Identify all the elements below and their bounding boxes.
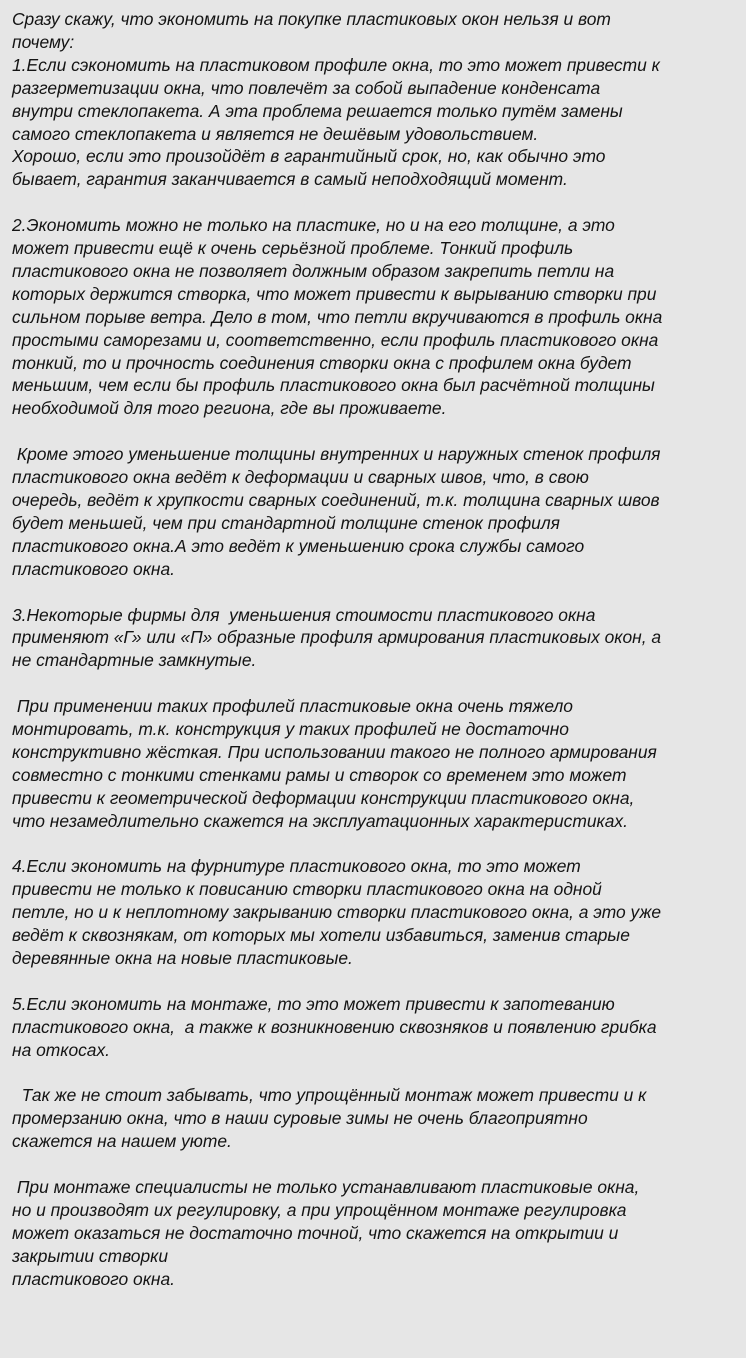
paragraph-line: 2.Экономить можно не только на пластике, но и на его толщине, а это [12, 215, 615, 236]
paragraph-line: необходимой для того региона, где вы проживаете. [12, 398, 447, 419]
paragraph-line: монтировать, т.к. конструкция у таких профилей не достаточно [12, 719, 569, 740]
paragraph-line: пластикового окна. [12, 1268, 175, 1289]
paragraph-line: может оказаться не достаточно точной, что скажется на открытии и [12, 1222, 619, 1243]
paragraph-line: привести к геометрической деформации конструкции пластикового окна, [12, 787, 635, 808]
paragraph-line: меньшим, чем если бы профиль пластикового окна был расчётной толщины [12, 375, 655, 396]
paragraph-line: 4.Если экономить на фурнитуре пластикового окна, то это может [12, 856, 581, 877]
paragraph-line: совместно с тонкими стенками рамы и створок со временем это может [12, 764, 627, 785]
article-body [12, 8, 738, 1291]
paragraph-line: 3.Некоторые фирмы для уменьшения стоимости пластикового окна [12, 604, 596, 625]
paragraph-line: самого стеклопакета и является не дешёвым удовольствием. [12, 123, 539, 144]
paragraph-line: Сразу скажу, что экономить на покупке пластиковых окон нельзя и вот [12, 9, 611, 29]
paragraph-line: конструктивно жёсткая. При использовании такого не полного армирования [12, 741, 657, 762]
article-paragraph [12, 855, 738, 970]
article-paragraph [12, 1176, 738, 1291]
paragraph-line: Кроме этого уменьшение толщины внутренних и наружных стенок профиля [12, 444, 661, 465]
paragraph-line: ведёт к сквознякам, от которых мы хотели избавиться, заменив старые [12, 925, 630, 946]
paragraph-line: пластикового окна.А это ведёт к уменьшению срока службы самого [12, 535, 585, 556]
paragraph-line: которых держится створка, что может привести к вырыванию створки при [12, 283, 657, 304]
article-paragraph [12, 993, 738, 1062]
paragraph-line: на откосах. [12, 1039, 111, 1060]
article-paragraph [12, 1084, 738, 1153]
paragraph-line: бывает, гарантия заканчивается в самый неподходящий момент. [12, 169, 568, 190]
paragraph-line: При применении таких профилей пластиковые окна очень тяжело [12, 696, 573, 717]
paragraph-line: пластикового окна не позволяет должным образом закрепить петли на [12, 260, 615, 281]
paragraph-line: но и производят их регулировку, а при упрощённом монтаже регулировка [12, 1200, 627, 1220]
paragraph-line: что незамедлительно скажется на эксплуатационных характеристиках. [12, 810, 628, 831]
paragraph-line: деревянные окна на новые пластиковые. [12, 948, 353, 969]
paragraph-line: простыми саморезами и, соответственно, если профиль пластикового окна [12, 329, 659, 350]
article-paragraph [12, 8, 738, 191]
paragraph-line: разгерметизации окна, что повлечёт за собой выпадение конденсата [12, 77, 601, 98]
paragraph-line: скажется на нашем уюте. [12, 1131, 232, 1152]
paragraph-line: привести не только к повисанию створки пластикового окна на одной [12, 879, 602, 900]
paragraph-line: не стандартные замкнутые. [12, 650, 257, 671]
paragraph-line: пластикового окна. [12, 558, 175, 579]
paragraph-line: пластикового окна ведёт к деформации и сварных швов, что, в свою [12, 467, 589, 488]
paragraph-line: закрытии створки [12, 1245, 169, 1266]
article-paragraph [12, 695, 738, 832]
paragraph-line: Так же не стоит забывать, что упрощённый монтаж может привести и к [12, 1085, 647, 1106]
paragraph-line: Хорошо, если это произойдёт в гарантийный срок, но, как обычно это [12, 146, 606, 167]
paragraph-line: 1.Если сэкономить на пластиковом профиле окна, то это может привести к [12, 54, 660, 75]
paragraph-line: пластикового окна, а также к возникновению сквозняков и появлению грибка [12, 1016, 657, 1037]
paragraph-line: внутри стеклопакета. А эта проблема решается только путём замены [12, 100, 623, 121]
article-paragraph [12, 443, 738, 580]
paragraph-line: будет меньшей, чем при стандартной толщине стенок профиля [12, 512, 560, 533]
paragraph-line: промерзанию окна, что в наши суровые зимы не очень благоприятно [12, 1108, 588, 1129]
paragraph-line: почему: [12, 31, 75, 52]
article-paragraph [12, 214, 738, 420]
paragraph-line: петле, но и к неплотному закрыванию створки пластикового окна, а это уже [12, 902, 662, 923]
paragraph-line: очередь, ведёт к хрупкости сварных соединений, т.к. толщина сварных швов [12, 490, 660, 510]
paragraph-line: применяют «Г» или «П» образные профиля армирования пластиковых окон, а [12, 627, 662, 648]
paragraph-line: тонкий, то и прочность соединения створки окна с профилем окна будет [12, 352, 632, 373]
paragraph-line: 5.Если экономить на монтаже, то это может привести к запотеванию [12, 993, 615, 1014]
paragraph-line: При монтаже специалисты не только устанавливают пластиковые окна, [12, 1177, 640, 1198]
article-paragraph [12, 604, 738, 673]
paragraph-line: сильном порыве ветра. Дело в том, что петли вкручиваются в профиль окна [12, 306, 663, 327]
paragraph-line: может привести ещё к очень серьёзной проблеме. Тонкий профиль [12, 238, 574, 259]
